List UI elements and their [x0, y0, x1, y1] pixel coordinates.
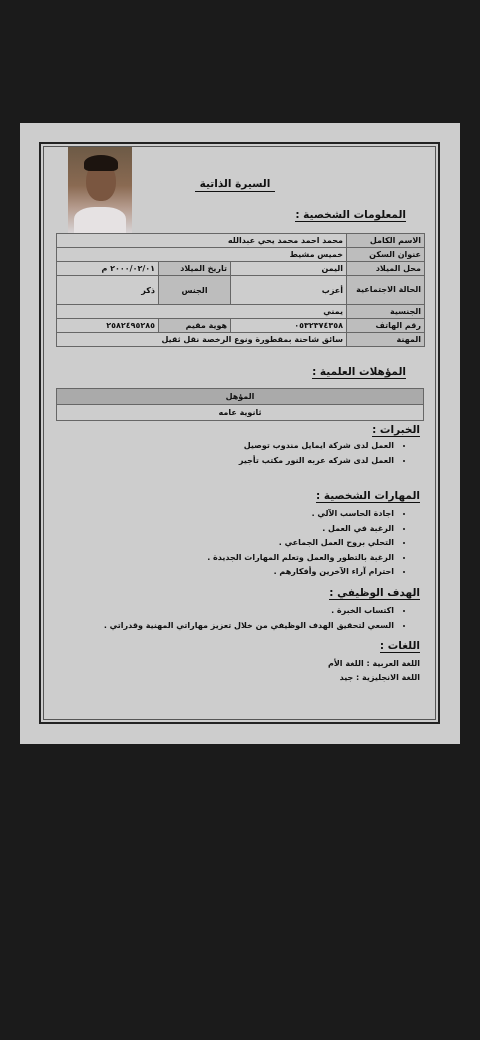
birthplace-value: اليمن — [231, 262, 347, 276]
table-row — [57, 319, 425, 333]
languages-heading: اللغات : — [379, 640, 420, 652]
list-item: • العمل لدى شركه عربه النور مكتب تأجير — [239, 454, 394, 469]
personal-info-table — [56, 233, 425, 347]
education-heading: المؤهلات العلمية : — [312, 366, 406, 378]
residence-id-value: ٢٥٨٢٤٩٥٢٨٥ — [57, 319, 159, 333]
list-item: • احترام آراء الآخرين وأفكارهم . — [207, 565, 394, 580]
table-row — [57, 305, 425, 319]
skills-heading: المهارات الشخصية : — [316, 490, 420, 502]
list-item: • السعي لتحقيق الهدف الوظيفي من خلال تعزيز مهاراتي المهنية وقدراتي . — [104, 619, 394, 634]
list-item: • العمل لدى شركة ايمايل مندوب توصيل — [239, 439, 394, 454]
nationality-value: يمني — [57, 305, 347, 319]
cv-sheet — [20, 123, 460, 744]
list-item: • التحلي بروح العمل الجماعي . — [207, 536, 394, 551]
full-name-value: محمد احمد محمد يحي عبدالله — [57, 234, 347, 248]
personal-info-heading: المعلومات الشخصية : — [295, 209, 406, 221]
residence-id-label: هوية مقيم — [159, 319, 231, 333]
table-row — [57, 389, 424, 405]
table-row — [57, 248, 425, 262]
skills-list — [207, 507, 408, 580]
qualification-value: ثانوية عامه — [57, 405, 424, 421]
document-title: السيرة الذاتية — [195, 178, 275, 192]
gender-label: الجنس — [159, 276, 231, 305]
english-language: اللغة الانجليزية : جيد — [339, 673, 420, 682]
table-row — [57, 234, 425, 248]
list-item: • اكتساب الخبرة . — [104, 604, 394, 619]
birthdate-label: تاريخ الميلاد — [159, 262, 231, 276]
photo-hair — [84, 155, 118, 171]
birthplace-label: محل الميلاد — [347, 262, 425, 276]
phone-label: رقم الهاتف — [347, 319, 425, 333]
marital-label: الحالة الاجتماعية — [347, 276, 425, 305]
marital-value: أعزب — [231, 276, 347, 305]
address-label: عنوان السكن — [347, 248, 425, 262]
list-item: • الرغبة بالتطور والعمل وتعلم المهارات الجديدة . — [207, 551, 394, 566]
table-row — [57, 276, 425, 305]
job-label: المهنة — [347, 333, 425, 347]
career-goal-list — [104, 604, 408, 633]
qualification-column-header: المؤهل — [57, 389, 424, 405]
address-value: خميس مشيط — [57, 248, 347, 262]
experience-heading: الخبرات : — [372, 424, 420, 436]
gender-value: ذكر — [57, 276, 159, 305]
arabic-language: اللغة العربية : اللغة الأم — [327, 659, 420, 668]
table-row — [57, 333, 425, 347]
table-row — [57, 262, 425, 276]
phone-value: ٠٥٣٢٣٧٤٣٥٨ — [231, 319, 347, 333]
profile-photo — [68, 147, 132, 233]
list-item: • اجادة الحاسب الآلي . — [207, 507, 394, 522]
education-table — [56, 388, 424, 421]
nationality-label: الجنسية — [347, 305, 425, 319]
job-value: سائق شاحنة بمقطورة ونوع الرخصة نقل ثقيل — [57, 333, 347, 347]
experience-list — [239, 439, 408, 468]
list-item: • الرغبة في العمل . — [207, 522, 394, 537]
full-name-label: الاسم الكامل — [347, 234, 425, 248]
birthdate-value: ٢٠٠٠/٠٢/٠١ م — [57, 262, 159, 276]
photo-shirt — [74, 207, 126, 233]
table-row — [57, 405, 424, 421]
career-goal-heading: الهدف الوظيفي : — [329, 587, 420, 599]
